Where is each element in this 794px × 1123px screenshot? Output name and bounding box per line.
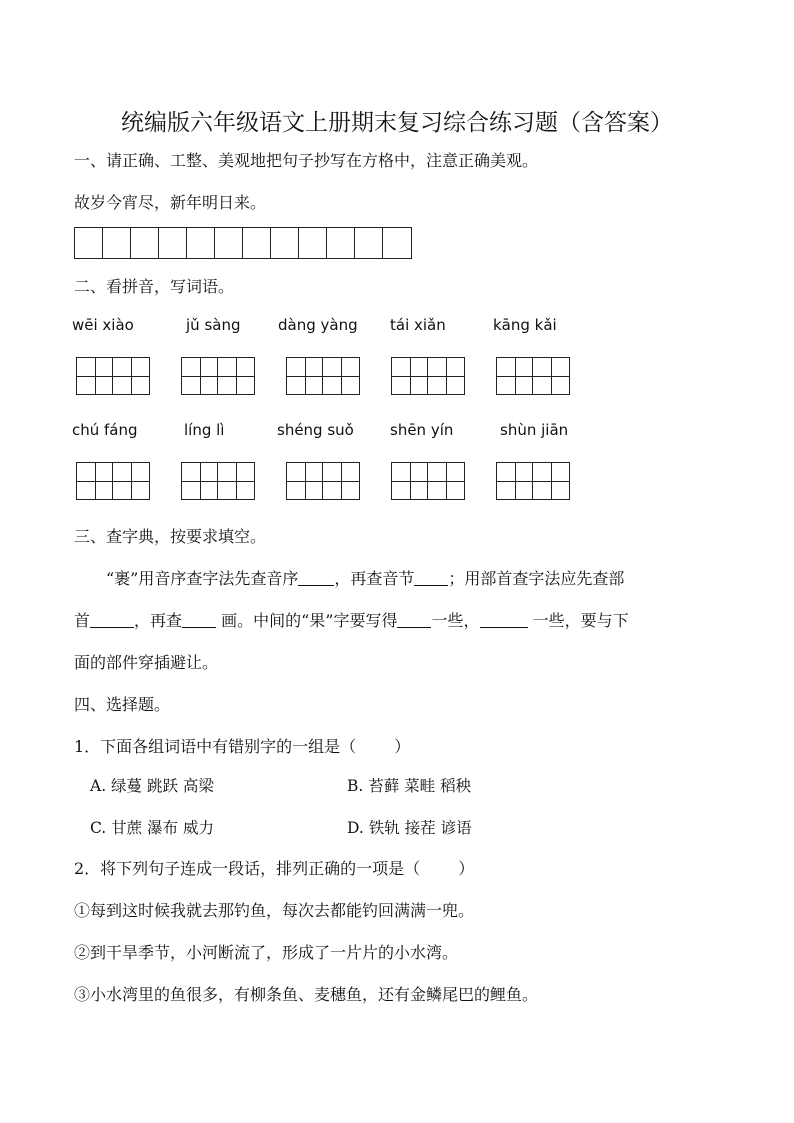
copy-box[interactable] (243, 228, 271, 258)
blank-bihua[interactable] (182, 609, 216, 628)
question-1-stem: 1．下面各组词语中有错别字的一组是（ (74, 737, 357, 756)
pinyin-label: jǔ sàng (186, 316, 241, 334)
dict-text: “裹”用音序查字法先查音序 (106, 569, 299, 588)
pinyin-label: chú fáng (72, 421, 138, 439)
tianzi-grid[interactable] (76, 357, 150, 395)
pinyin-label: shéng suǒ (277, 421, 354, 439)
tianzi-grid[interactable] (76, 462, 150, 500)
copy-box[interactable] (215, 228, 243, 258)
dict-text: 一些， (431, 611, 480, 630)
dict-text: 一些，要与下 (527, 611, 629, 630)
dict-text: ，再查音节 (334, 569, 415, 588)
pinyin-label: dàng yàng (278, 316, 358, 334)
pinyin-label: kāng kǎi (493, 316, 557, 334)
copy-box[interactable] (103, 228, 131, 258)
section1-heading: 一、请正确、工整、美观地把句子抄写在方格中，注意正确美观。 (74, 151, 539, 170)
section2-heading: 二、看拼音，写词语。 (74, 277, 235, 296)
copy-box[interactable] (383, 228, 411, 258)
dictionary-line-2 (74, 608, 629, 631)
copy-box[interactable] (299, 228, 327, 258)
dict-text: 画。中间的“果”字要写得 (216, 611, 398, 630)
blank-xiede-1[interactable] (397, 609, 431, 628)
dict-text: ，再查 (134, 611, 183, 630)
blank-bushou[interactable] (90, 609, 134, 628)
copy-box[interactable] (187, 228, 215, 258)
pinyin-row-1 (0, 316, 794, 336)
q1-option-a[interactable]: A. 绿蔓 跳跃 高梁 (90, 777, 214, 795)
tianzi-grid[interactable] (181, 462, 255, 500)
dictionary-line-3: 面的部件穿插避让。 (74, 653, 219, 672)
tianzi-grid[interactable] (286, 462, 360, 500)
copy-box[interactable] (355, 228, 383, 258)
paren-close: ） (458, 859, 475, 878)
q1-option-d[interactable]: D. 铁轨 接茬 谚语 (347, 819, 472, 837)
tianzi-grid[interactable] (391, 357, 465, 395)
dict-text: 首 (74, 611, 91, 630)
q1-option-c[interactable]: C. 甘蔗 瀑布 威力 (90, 819, 215, 837)
q2-sentence-3: ③小水湾里的鱼很多，有柳条鱼、麦穗鱼，还有金鳞尾巴的鲤鱼。 (74, 985, 539, 1004)
copy-box[interactable] (271, 228, 299, 258)
tianzi-grid[interactable] (496, 357, 570, 395)
blank-xiede-2[interactable] (480, 609, 528, 628)
copy-sentence: 故岁今宵尽，新年明日来。 (74, 193, 267, 212)
tianzi-grid[interactable] (181, 357, 255, 395)
tianzi-row-1 (0, 357, 794, 397)
blank-yinxu[interactable] (298, 567, 334, 586)
q1-option-b[interactable]: B. 苔藓 菜畦 稻秧 (347, 777, 472, 795)
tianzi-grid[interactable] (286, 357, 360, 395)
tianzi-row-2 (0, 462, 794, 502)
copy-writing-boxes[interactable] (74, 227, 412, 259)
question-1 (74, 734, 410, 757)
copy-box[interactable] (131, 228, 159, 258)
section4-heading: 四、选择题。 (74, 695, 171, 714)
q2-sentence-2: ②到干旱季节，小河断流了，形成了一片片的小水湾。 (74, 943, 459, 962)
question-2-stem: 2．将下列句子连成一段话，排列正确的一项是（ (74, 859, 421, 878)
pinyin-row-2 (0, 421, 794, 441)
paren-close: ） (394, 737, 411, 756)
tianzi-grid[interactable] (391, 462, 465, 500)
copy-box[interactable] (75, 228, 103, 258)
dict-text: ；用部首查字法应先查部 (448, 569, 625, 588)
pinyin-label: tái xiǎn (390, 316, 446, 334)
blank-yinjie[interactable] (414, 567, 448, 586)
pinyin-label: líng lì (184, 421, 225, 439)
pinyin-label: wēi xiào (72, 316, 134, 334)
pinyin-label: shùn jiān (500, 421, 569, 439)
page-title: 统编版六年级语文上册期末复习综合练习题（含答案） (121, 110, 673, 136)
question-2 (74, 856, 474, 879)
copy-box[interactable] (327, 228, 355, 258)
tianzi-grid[interactable] (496, 462, 570, 500)
q2-sentence-1: ①每到这时候我就去那钓鱼，每次去都能钓回满满一兜。 (74, 901, 475, 920)
copy-box[interactable] (159, 228, 187, 258)
dictionary-line-1 (106, 566, 624, 589)
pinyin-label: shēn yín (390, 421, 454, 439)
section3-heading: 三、查字典，按要求填空。 (74, 527, 267, 546)
